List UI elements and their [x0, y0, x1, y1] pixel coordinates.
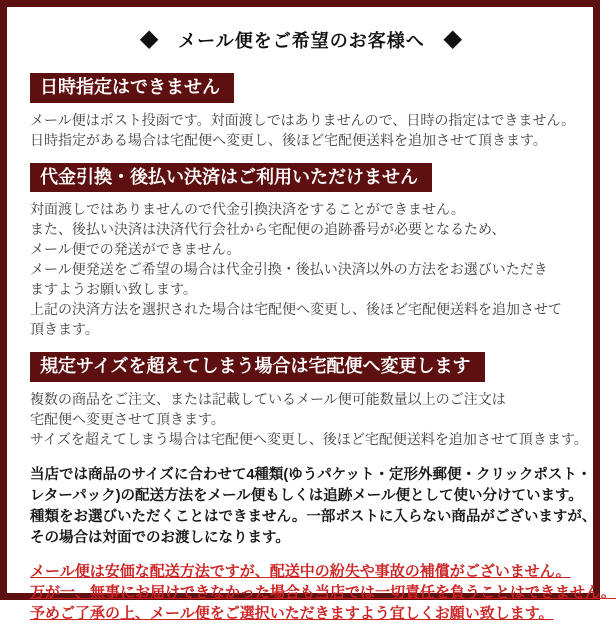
text-line: 日時指定がある場合は宅配便へ変更し、後ほど宅配便送料を追加させて頂きます。 [30, 131, 547, 148]
warning-line: 万が一、無事にお届けできなかった場合も当店では一切責任を負うことはできません。 [30, 583, 616, 601]
text-line: 複数の商品をご注文、または記載しているメール便可能数量以上のご注文は [30, 390, 506, 407]
warning-line: メール便は安価な配送方法ですが、配送中の紛失や事故の補償がございません。 [30, 562, 571, 580]
text-line: メール便発送をご希望の場合は代金引換・後払い決済以外の方法をお選びいただき [30, 261, 548, 277]
text-line: 上記の決済方法を選択された場合は宅配便へ変更し、後ほど宅配便送料を追加させて [30, 301, 562, 317]
text-line: 種類をお選びいただくことはできません。一部ポストに入らない商品がございますが、 [30, 508, 597, 525]
text-line: 宅配便へ変更させて頂きます。 [30, 410, 225, 427]
text-line: メール便での発送ができません。 [30, 241, 241, 257]
text-line: また、後払い決済は決済代行会社から宅配便の追跡番号が必要となるため、 [30, 221, 506, 237]
text-line: 対面渡しではありませんので代金引換決済をすることができません。 [30, 201, 465, 217]
text-line: 当店では商品のサイズに合わせて4種類(ゆうパケット・定形外郵便・クリックポスト・ [30, 466, 592, 483]
text-line: その場合は対面でのお渡しになります。 [30, 529, 290, 546]
text-line: ますようお願い致します。 [30, 281, 197, 297]
section-heading-no-datetime: 日時指定はできません [30, 73, 234, 103]
section-body-no-datetime [30, 110, 576, 150]
text-line: メール便はポスト投函です。対面渡しではありませんので、日時の指定はできません。 [30, 111, 576, 128]
no-compensation-warning [30, 561, 616, 624]
section-oversize [30, 352, 588, 449]
text-line: サイズを超えてしまう場合は宅配便へ変更し、後ほど宅配便送料を追加させて頂きます。 [30, 430, 588, 447]
section-no-cod [30, 163, 573, 340]
section-body-oversize [30, 389, 588, 449]
page-title: ◆ メール便をご希望のお客様へ ◆ [140, 31, 463, 51]
section-body-no-cod [30, 199, 573, 339]
warning-line: 予めご了承の上、メール便をご選択いただきますよう宜しくお願い致します。 [30, 604, 554, 622]
section-heading-no-cod: 代金引換・後払い決済はご利用いただけません [30, 163, 432, 193]
text-line: レターパック)の配送方法をメール便もしくは追跡メール便として使い分けています。 [30, 487, 583, 504]
section-no-datetime [30, 73, 576, 150]
section-heading-oversize: 規定サイズを超えてしまう場合は宅配便へ変更します [30, 352, 485, 382]
text-line: 頂きます。 [30, 321, 99, 337]
shipping-methods-note [30, 465, 597, 549]
